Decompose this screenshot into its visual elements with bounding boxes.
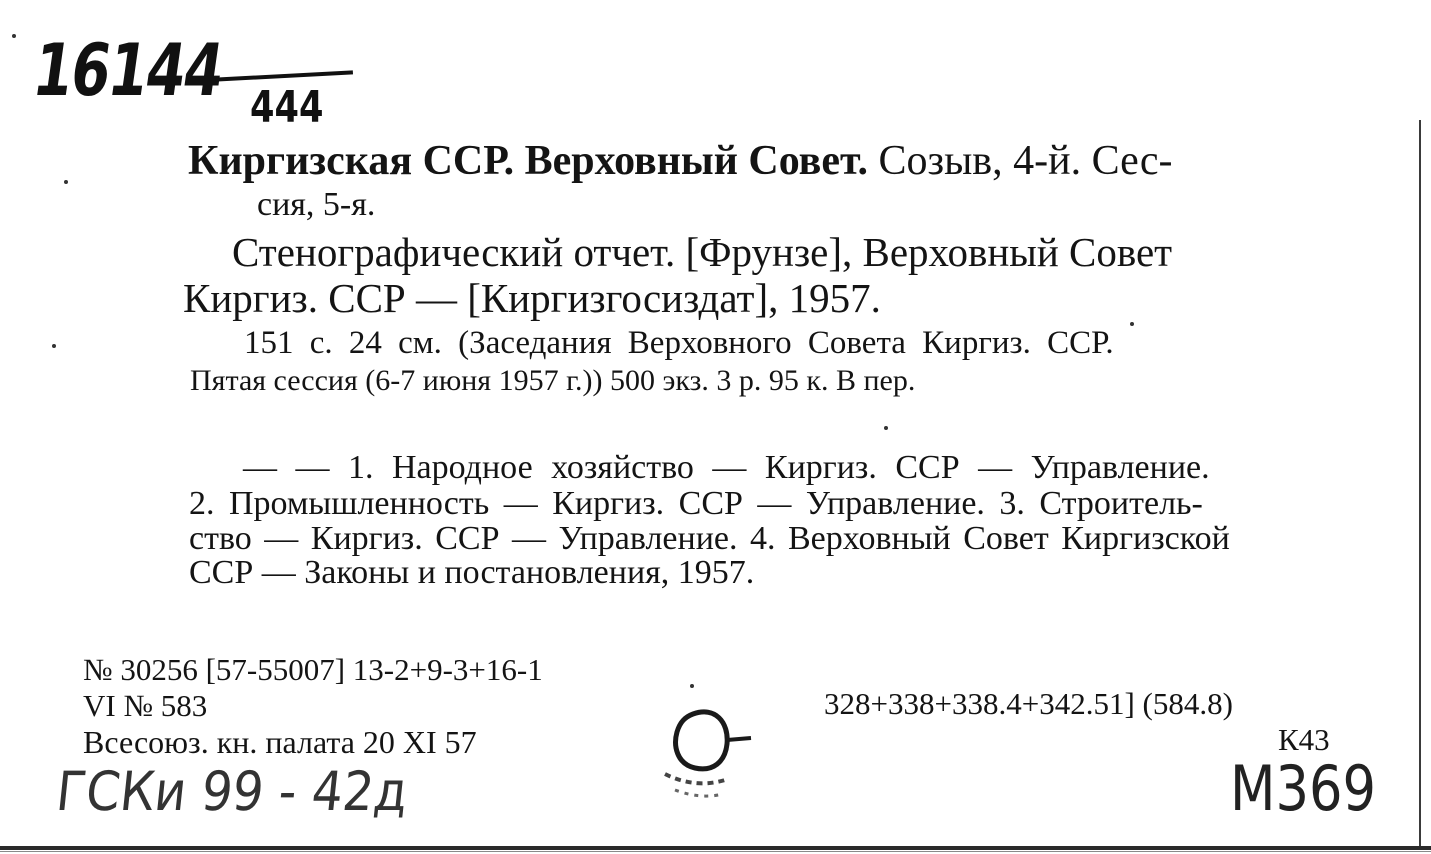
subject-line-2: 2. Промышленность — Киргиз. ССР — Управление. 3. Строитель- <box>189 485 1203 522</box>
paper-speck <box>12 34 16 38</box>
card-number-line: № 30256 [57-55007] 13-2+9-3+16-1 <box>83 652 543 687</box>
series-number-line: VI № 583 <box>83 688 208 723</box>
stamp-mark <box>655 700 765 810</box>
title-line: Стенографический отчет. [Фрунзе], Верховный Совет <box>232 229 1173 275</box>
handwritten-acquisition-number: 16144 <box>28 28 228 112</box>
paper-speck <box>690 684 694 688</box>
card-bottom-edge-shadow <box>0 851 1431 852</box>
heading-continuation: сия, 5-я. <box>257 186 376 223</box>
card-bottom-edge <box>0 846 1431 850</box>
card-right-edge <box>1419 120 1421 850</box>
paper-speck <box>1130 322 1134 326</box>
shelfmark: К43 <box>1278 722 1330 757</box>
paper-speck <box>884 426 888 430</box>
subject-line-4: ССР — Законы и постановления, 1957. <box>189 554 755 591</box>
handwritten-shelf-code: М369 <box>1230 752 1377 825</box>
heading-session: Созыв, 4-й. Сес- <box>878 138 1173 184</box>
subject-line-3: ство — Киргиз. ССР — Управление. 4. Верховный Совет Киргизской <box>189 520 1230 557</box>
collation-line-1: 151 с. 24 см. (Заседания Верховного Совета Киргиз. ССР. <box>244 325 1114 361</box>
handwritten-underline <box>215 70 353 81</box>
paper-speck <box>52 344 56 348</box>
subject-line-1: — — 1. Народное хозяйство — Киргиз. ССР — Управление. <box>243 449 1210 486</box>
heading-corporate-author: Киргизская ССР. Верховный Совет. <box>188 138 868 184</box>
handwritten-acquisition-sub: 444 <box>250 82 324 133</box>
classification-index: 328+338+338.4+342.51] (584.8) <box>824 686 1233 721</box>
entry-heading <box>188 140 1172 182</box>
book-chamber-line: Всесоюз. кн. палата 20 XI 57 <box>83 724 477 760</box>
handwritten-catalog-code: ГСКи 99 - 42д <box>53 760 411 823</box>
collation-line-2: Пятая сессия (6-7 июня 1957 г.)) 500 экз. 3 р. 95 к. В пер. <box>190 364 916 397</box>
imprint-line: Киргиз. ССР — [Киргизгосиздат], 1957. <box>183 275 881 321</box>
paper-speck <box>64 180 68 184</box>
